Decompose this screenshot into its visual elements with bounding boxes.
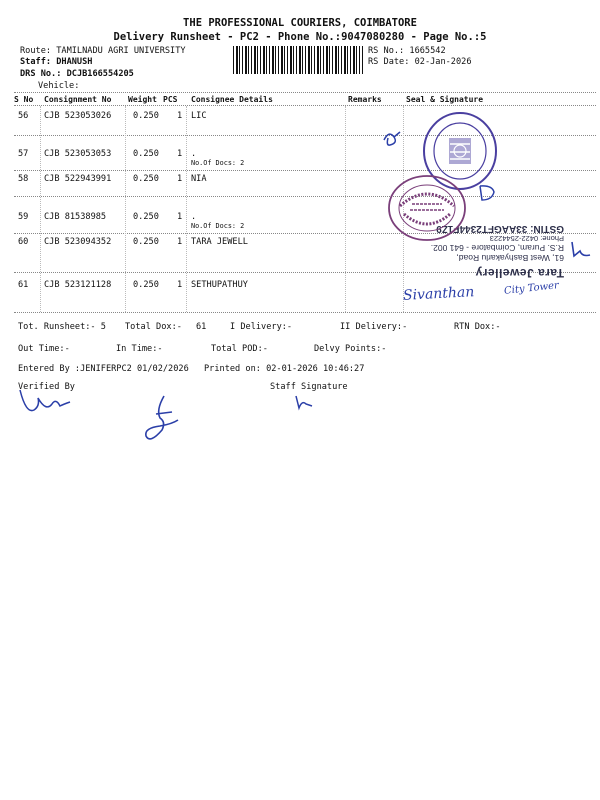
handwritten-receiver-name: Sivanthan [402, 284, 475, 304]
row-pcs: 1 [177, 237, 183, 247]
header-bottom-rule [14, 105, 596, 106]
row-pcs: 1 [177, 111, 183, 121]
staff-signature-label: Staff Signature [270, 382, 348, 392]
route-label: Route: [20, 46, 52, 56]
signature-mark-icon [380, 128, 404, 150]
row-consignee: . [191, 212, 197, 222]
stamp-address-line2: R.S. Puram, Coimbatore - 641 002. [430, 243, 564, 253]
staff-line [20, 57, 92, 67]
ii-delivery: II Delivery:- [340, 322, 408, 332]
route-value: TAMILNADU AGRI UNIVERSITY [56, 46, 186, 56]
total-dox-value: 61 [196, 322, 207, 332]
row-sno: 57 [18, 149, 29, 159]
barcode [233, 46, 363, 74]
rs-no-value: 1665542 [409, 46, 446, 56]
signature-mark-icon [566, 240, 596, 262]
row-consignment-no: CJB 523053053 [44, 149, 112, 159]
entered-by: Entered By :JENIFERPC2 01/02/2026 [18, 364, 189, 374]
printed-on: Printed on: 02-01-2026 10:46:27 [204, 364, 365, 374]
row-consignment-no: CJB 523053026 [44, 111, 112, 121]
stamp-phone: Phone: 0422-2544223 [489, 234, 564, 243]
row-weight: 0.250 [133, 111, 159, 121]
row-consignee: LIC [191, 111, 207, 121]
staff-initial-signature-icon [138, 392, 186, 450]
col-sno: S No [14, 95, 34, 104]
row-consignee: NIA [191, 174, 207, 184]
rs-date-label: RS Date: [368, 57, 410, 67]
total-pod: Total POD:- [211, 344, 268, 354]
verified-by-label: Verified By [18, 382, 75, 392]
rs-date-value: 02-Jan-2026 [414, 57, 472, 67]
staff-label: Staff: [20, 57, 52, 67]
row-weight: 0.250 [133, 237, 159, 247]
delvy-points: Delvy Points:- [314, 344, 387, 354]
signature-mark-icon [474, 182, 500, 204]
row-rule [14, 170, 596, 171]
row-pcs: 1 [177, 174, 183, 184]
row-consignee: SETHUPATHUY [191, 280, 248, 290]
row-consignment-no: CJB 522943991 [44, 174, 112, 184]
rs-no-line [368, 46, 446, 56]
company-name: THE PROFESSIONAL COURIERS, COIMBATORE [183, 17, 417, 29]
rs-date-line [368, 57, 472, 67]
i-delivery: I Delivery:- [230, 322, 293, 332]
tot-runsheet-value: 5 [100, 322, 106, 332]
row-weight: 0.250 [133, 280, 159, 290]
staff-value: DHANUSH [56, 57, 93, 67]
row-sno: 60 [18, 237, 29, 247]
runsheet-subtitle: Delivery Runsheet - PC2 - Phone No.:9047080280 - Page No.:5 [113, 31, 487, 43]
out-time: Out Time:- [18, 344, 70, 354]
stamp-gstin: GSTIN: 33AAGFT2344F1Z9 [436, 223, 564, 234]
stamp-address-line1: 61, West Bashyakarlu Road, [456, 253, 564, 263]
in-time: In Time:- [116, 344, 163, 354]
col-remarks: Remarks [348, 95, 382, 104]
drs-label: DRS No.: [20, 69, 62, 79]
vehicle-label: Vehicle: [38, 81, 80, 91]
drs-line [20, 69, 134, 79]
column-separator [186, 106, 187, 312]
col-pcs: PCS [163, 95, 178, 104]
row-rule [14, 135, 596, 136]
column-separator [125, 106, 126, 312]
row-note: No.Of Docs: 2 [191, 159, 245, 167]
row-consignment-no: CJB 523121128 [44, 280, 112, 290]
row-consignee: TARA JEWELL [191, 237, 248, 247]
table-bottom-rule [14, 312, 596, 313]
row-consignment-no: CJB 523094352 [44, 237, 112, 247]
row-sno: 56 [18, 111, 29, 121]
row-rule [14, 196, 596, 197]
handwritten-receiver-note: City Tower [503, 280, 560, 297]
column-separator [345, 106, 346, 312]
row-weight: 0.250 [133, 212, 159, 222]
row-pcs: 1 [177, 280, 183, 290]
row-consignment-no: CJB 81538985 [44, 212, 107, 222]
column-separator [40, 106, 41, 312]
rs-no-label: RS No.: [368, 46, 405, 56]
col-consignee-details: Consignee Details [191, 95, 273, 104]
rtn-dox: RTN Dox:- [454, 322, 501, 332]
staff-signature-icon [292, 394, 318, 412]
stamp-name: Tara Jewellery [475, 266, 564, 280]
col-consignment-no: Consignment No [44, 95, 112, 104]
round-seal-coimbatore-icon [386, 172, 468, 244]
col-seal-signature: Seal & Signature [406, 95, 484, 104]
row-sno: 58 [18, 174, 29, 184]
row-sno: 59 [18, 212, 29, 222]
drs-value: DCJB166554205 [66, 69, 134, 79]
row-consignee: . [191, 149, 197, 159]
col-weight: Weight [128, 95, 157, 104]
total-dox-label: Total Dox:- [125, 322, 182, 332]
tot-runsheet [18, 322, 106, 332]
row-weight: 0.250 [133, 149, 159, 159]
tot-runsheet-label: Tot. Runsheet:- [18, 322, 96, 332]
route-line [20, 46, 186, 56]
row-sno: 61 [18, 280, 29, 290]
row-pcs: 1 [177, 212, 183, 222]
verified-by-signature-icon [16, 384, 76, 424]
row-weight: 0.250 [133, 174, 159, 184]
row-note: No.Of Docs: 2 [191, 222, 245, 230]
row-pcs: 1 [177, 149, 183, 159]
header-top-rule [14, 92, 596, 93]
